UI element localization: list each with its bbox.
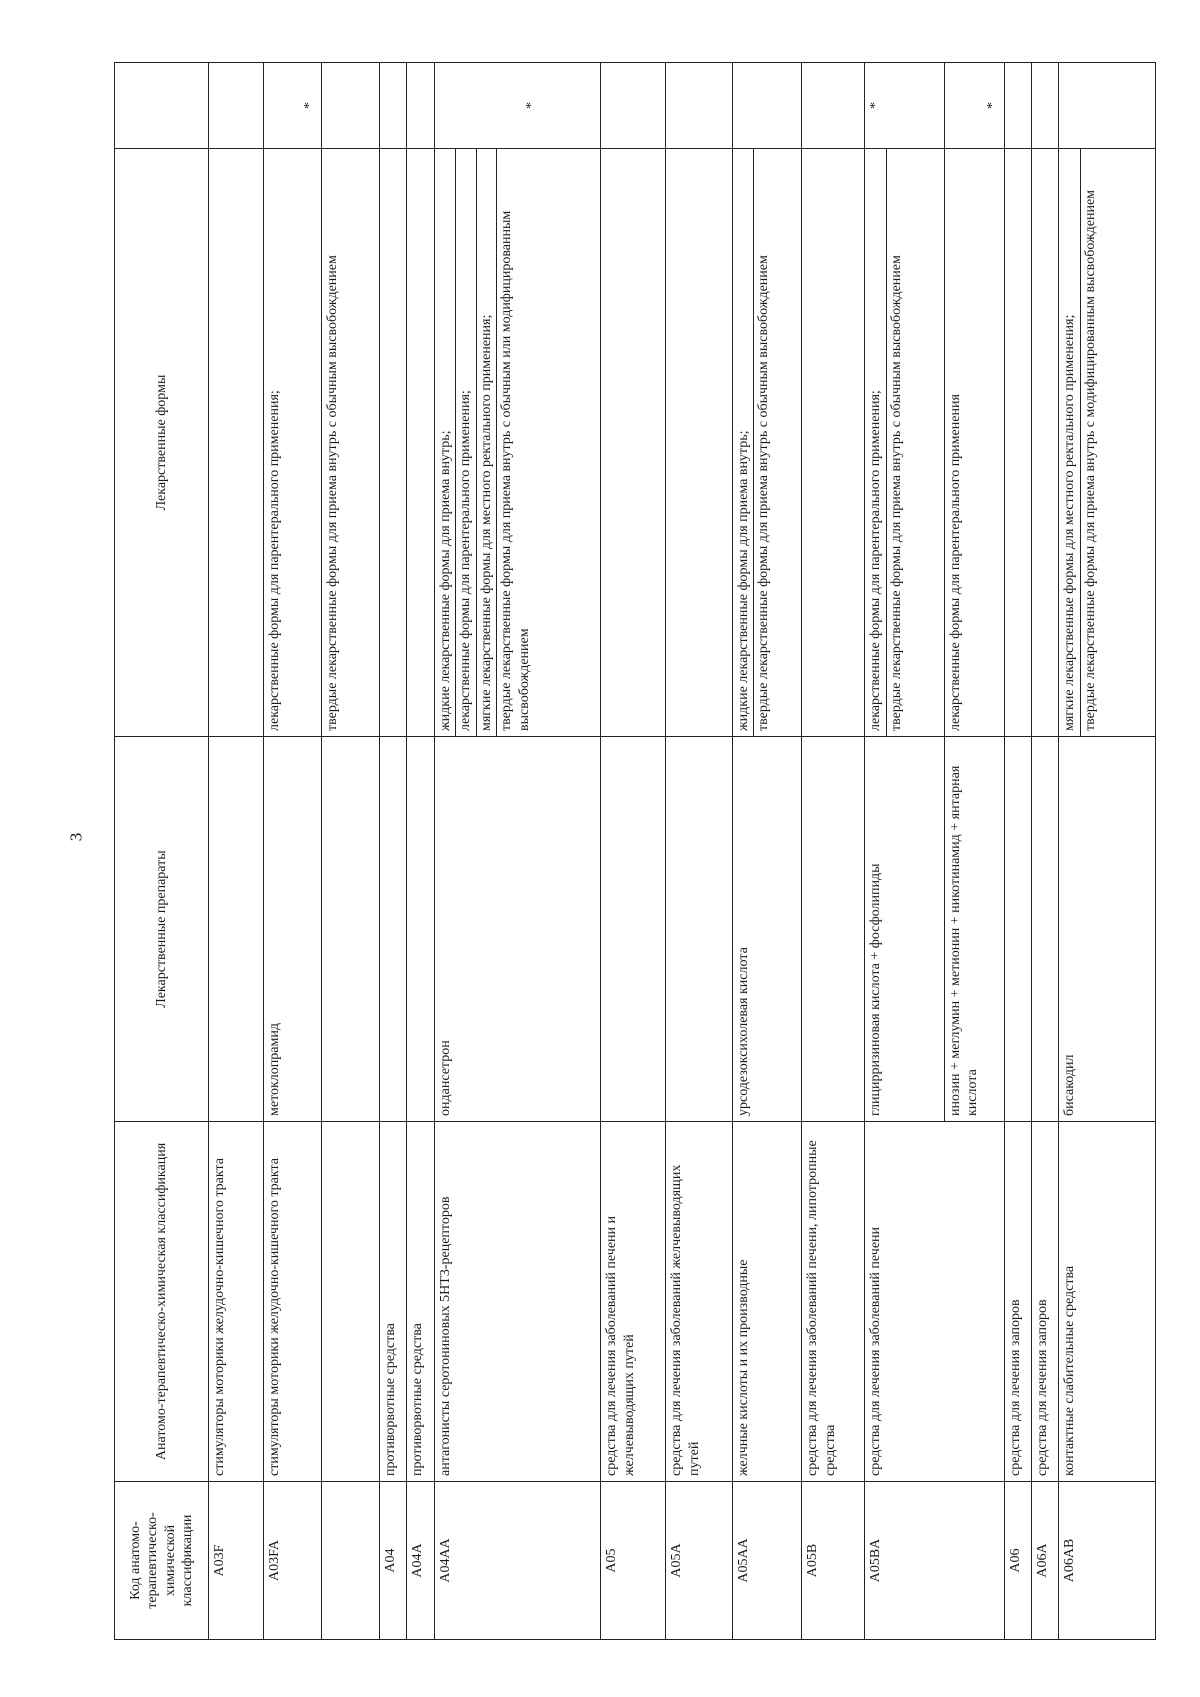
form-cell <box>732 149 802 737</box>
row-divider <box>753 149 754 736</box>
form-cell <box>434 149 600 737</box>
form-cell <box>380 149 407 737</box>
drug-classification-table <box>114 62 1156 1640</box>
classification-cell: средства для лечения заболеваний печени, липотропные средства <box>802 1122 865 1482</box>
atc-code: A05 <box>601 1482 666 1640</box>
form-line: жидкие лекарственные формы для приема внутрь; <box>437 430 453 731</box>
mark-cell <box>802 63 865 149</box>
form-line: лекарственные формы для парентерального применения; <box>868 390 884 731</box>
table-row <box>601 63 666 1640</box>
mark-cell <box>1032 63 1059 149</box>
drug-cell: урсодезоксихолевая кислота <box>732 737 802 1122</box>
table-row <box>264 63 322 1640</box>
row-divider <box>496 149 497 736</box>
form-line: жидкие лекарственные формы для приема внутрь; <box>735 430 751 731</box>
form-cell <box>209 149 264 737</box>
form-cell: лекарственные формы для парентерального применения; <box>264 149 322 737</box>
form-cell <box>666 149 732 737</box>
row-divider <box>1080 149 1081 736</box>
mark-cell <box>1005 63 1032 149</box>
classification-cell: противорвотные средства <box>380 1122 407 1482</box>
row-divider <box>886 149 887 736</box>
mark-cell <box>601 63 666 149</box>
atc-code: A05AA <box>732 1482 802 1640</box>
drug-cell <box>1032 737 1059 1122</box>
atc-code <box>322 1482 380 1640</box>
drug-cell <box>380 737 407 1122</box>
table-row <box>322 63 380 1640</box>
table-row <box>732 63 802 1640</box>
drug-cell: метоклопрамид <box>264 737 322 1122</box>
table-row <box>865 63 945 1640</box>
mark-cell <box>732 63 802 149</box>
mark-cell <box>1059 63 1156 149</box>
mark-cell <box>666 63 732 149</box>
classification-cell: желчные кислоты и их производные <box>732 1122 802 1482</box>
classification-cell: контактные слабительные средства <box>1059 1122 1156 1482</box>
drug-cell <box>407 737 434 1122</box>
mark-cell <box>407 63 434 149</box>
mark-cell: * <box>944 63 1004 149</box>
drug-cell: бисакодил <box>1059 737 1156 1122</box>
form-line: твердые лекарственные формы для приема внутрь с модифицированным высвобождением <box>1082 189 1098 731</box>
atc-code: A05A <box>666 1482 732 1640</box>
table-row <box>1032 63 1059 1640</box>
atc-code: A04AA <box>434 1482 600 1640</box>
row-divider <box>455 149 456 736</box>
page-number: 3 <box>66 832 86 842</box>
drug-cell <box>666 737 732 1122</box>
form-line: твердые лекарственные формы для приема внутрь с обычным высвобождением <box>756 255 771 731</box>
table-row <box>802 63 865 1640</box>
form-cell: твердые лекарственные формы для приема внутрь с обычным высвобождением <box>322 149 380 737</box>
row-divider <box>476 149 477 736</box>
table-row <box>209 63 264 1640</box>
table-row <box>407 63 434 1640</box>
atc-code: A03FA <box>264 1482 322 1640</box>
classification-cell: стимуляторы моторики желудочно-кишечного тракта <box>264 1122 322 1482</box>
classification-cell: средства для лечения запоров <box>1032 1122 1059 1482</box>
atc-code: A05B <box>802 1482 865 1640</box>
classification-cell <box>322 1122 380 1482</box>
mark-cell: * <box>865 63 945 149</box>
mark-cell: * <box>264 63 322 149</box>
classification-cell: средства для лечения запоров <box>1005 1122 1032 1482</box>
form-line: лекарственные формы для парентерального применения; <box>458 390 474 731</box>
atc-code: A04 <box>380 1482 407 1640</box>
classification-cell: антагонисты серотониновых 5HT3-рецепторов <box>434 1122 600 1482</box>
drug-cell <box>1005 737 1032 1122</box>
form-cell: лекарственные формы для парентерального применения <box>944 149 1004 737</box>
header-forms: Лекарственные формы <box>115 149 209 737</box>
form-line: твердые лекарственные формы для приема внутрь с обычным или модифицированным высвобождением <box>499 210 532 731</box>
form-cell <box>1032 149 1059 737</box>
drug-cell <box>322 737 380 1122</box>
form-cell <box>865 149 945 737</box>
form-cell <box>407 149 434 737</box>
form-cell <box>1059 149 1156 737</box>
form-line: мягкие лекарственные формы для местного ректального применения; <box>478 314 494 731</box>
drug-cell <box>802 737 865 1122</box>
mark-cell <box>322 63 380 149</box>
form-line: мягкие лекарственные формы для местного ректального применения; <box>1062 314 1078 731</box>
header-mark <box>115 63 209 149</box>
table-row <box>380 63 407 1640</box>
classification-cell: стимуляторы моторики желудочно-кишечного тракта <box>209 1122 264 1482</box>
drug-cell <box>209 737 264 1122</box>
header-code: Код анатомо-терапевтическо-химической классификации <box>115 1482 209 1640</box>
drug-cell: ондансетрон <box>434 737 600 1122</box>
atc-code: A03F <box>209 1482 264 1640</box>
drug-cell <box>601 737 666 1122</box>
header-row <box>115 63 209 1640</box>
form-cell <box>802 149 865 737</box>
atc-code: A06A <box>1032 1482 1059 1640</box>
drug-cell: инозин + меглумин + метионин + никотинамид + янтарная кислота <box>944 737 1004 1122</box>
form-cell <box>1005 149 1032 737</box>
form-line: твердые лекарственные формы для приема внутрь с обычным высвобождением <box>888 255 904 731</box>
mark-cell <box>209 63 264 149</box>
rotated-table-container <box>114 63 1156 1640</box>
table-row <box>1059 63 1156 1640</box>
atc-code: A05BA <box>865 1482 1005 1640</box>
table-row <box>1005 63 1032 1640</box>
drug-cell: глицирризиновая кислота + фосфолипиды <box>865 737 945 1122</box>
classification-cell: средства для лечения заболеваний печени и желчевыводящих путей <box>601 1122 666 1482</box>
header-drugs: Лекарственные препараты <box>115 737 209 1122</box>
classification-cell: средства для лечения заболеваний желчевыводящих путей <box>666 1122 732 1482</box>
header-classification: Анатомо-терапевтическо-химическая классификация <box>115 1122 209 1482</box>
table-row <box>666 63 732 1640</box>
classification-cell: средства для лечения заболеваний печени <box>865 1122 1005 1482</box>
atc-code: A06AB <box>1059 1482 1156 1640</box>
mark-cell <box>380 63 407 149</box>
atc-code: A04A <box>407 1482 434 1640</box>
table-row <box>434 63 600 1640</box>
mark-cell: * <box>434 63 600 149</box>
classification-cell: противорвотные средства <box>407 1122 434 1482</box>
atc-code: A06 <box>1005 1482 1032 1640</box>
form-cell <box>601 149 666 737</box>
